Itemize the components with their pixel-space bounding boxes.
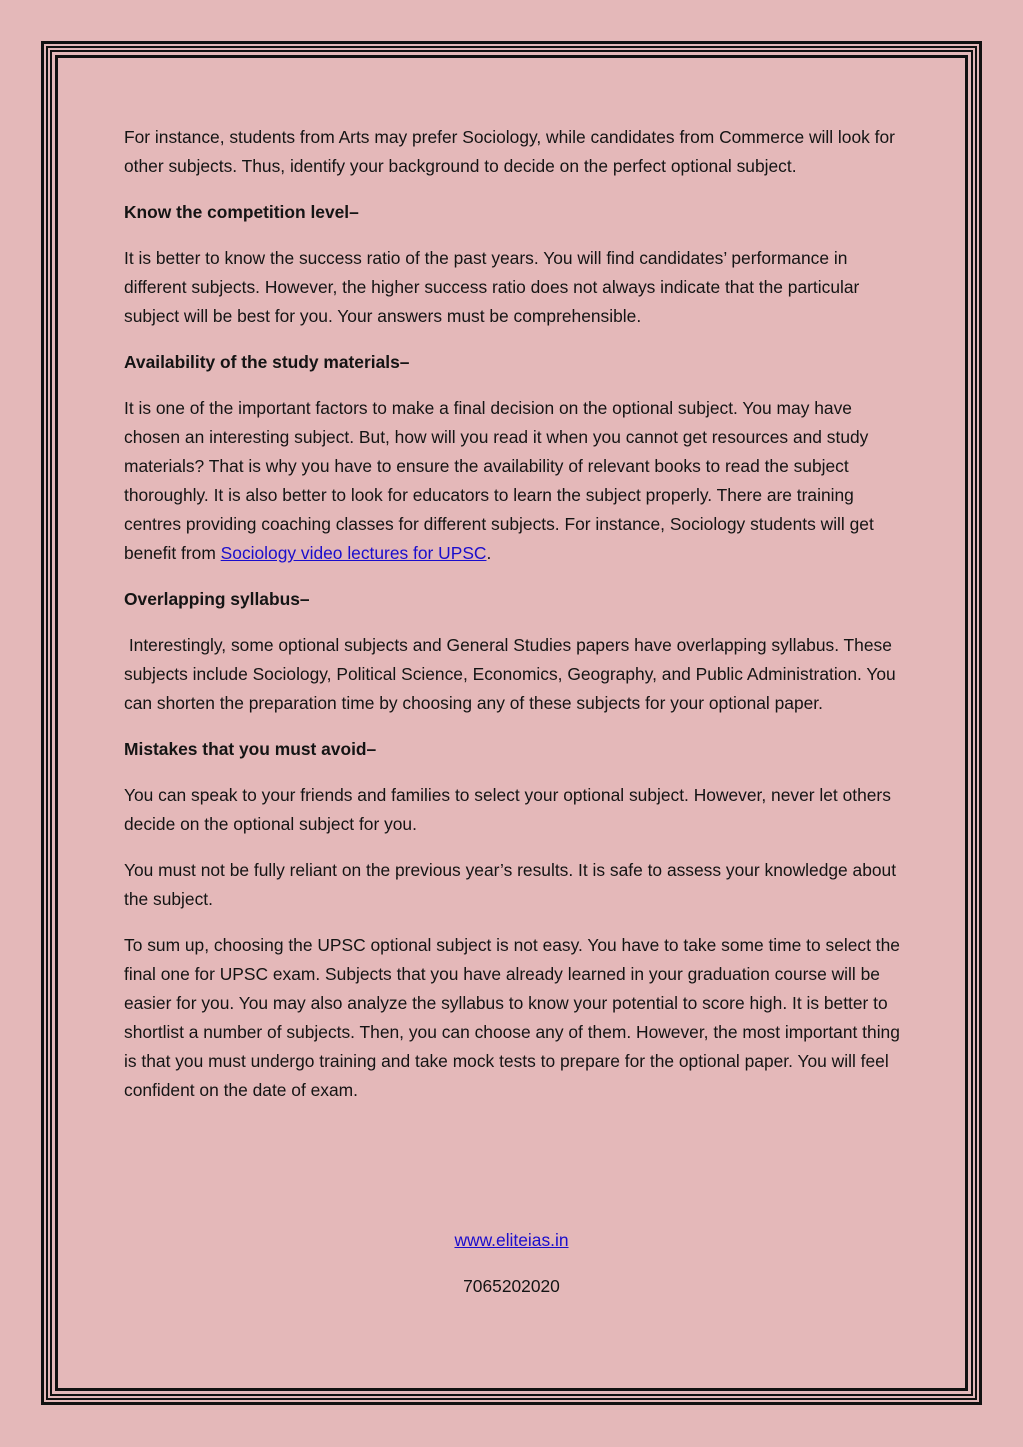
materials-text: It is one of the important factors to make a final decision on the optional subject. You may have chosen an interesting subject. But, how will you read it when you cannot get resources and study materials? That is why you have to ensure the availability of relevant books to read the subject thoroughly. It is also better to look for educators to learn the subject properly. There are training centres providing coaching classes for different subjects. For instance, Sociology students will get benefit from	[124, 398, 874, 563]
mistakes-paragraph-1: You can speak to your friends and families to select your optional subject. However, never let others decide on the optional subject for you.	[124, 785, 891, 834]
materials-heading: Availability of the study materials–	[124, 352, 410, 372]
document-body	[124, 123, 904, 1122]
mistakes-heading: Mistakes that you must avoid–	[124, 739, 377, 759]
conclusion-paragraph: To sum up, choosing the UPSC optional subject is not easy. You have to take some time to select the final one for UPSC exam. Subjects that you have already learned in your graduation course will be easier for you. You may also analyze the syllabus to know your potential to score high. It is better to shortlist a number of subjects. Then, you can choose any of them. However, the most important thing is that you must undergo training and take mock tests to prepare for the optional paper. You will feel confident on the date of exam.	[124, 935, 900, 1100]
sociology-lectures-link[interactable]: Sociology video lectures for UPSC	[220, 543, 487, 563]
competition-paragraph: It is better to know the success ratio of the past years. You will find candidates’ performance in different subjects. However, the higher success ratio does not always indicate that the particular subject will be best for you. Your answers must be comprehensible.	[124, 248, 860, 326]
overlap-paragraph: Interestingly, some optional subjects and General Studies papers have overlapping syllabus. These subjects include Sociology, Political Science, Economics, Geography, and Public Administration. You can shorten the preparation time by choosing any of these subjects for your optional paper.	[124, 635, 896, 713]
intro-paragraph: For instance, students from Arts may prefer Sociology, while candidates from Commerce will look for other subjects. Thus, identify your background to decide on the perfect optional subject.	[124, 127, 895, 176]
competition-heading: Know the competition level–	[124, 202, 359, 222]
materials-text-end: .	[486, 543, 492, 563]
overlap-heading: Overlapping syllabus–	[124, 589, 310, 609]
footer-phone: 7065202020	[463, 1276, 560, 1296]
footer-website	[0, 1226, 1023, 1255]
mistakes-paragraph-2: You must not be fully reliant on the previous year’s results. It is safe to assess your knowledge about the subject.	[124, 860, 897, 909]
materials-paragraph	[124, 394, 904, 568]
website-link[interactable]: www.eliteias.in	[454, 1230, 569, 1250]
